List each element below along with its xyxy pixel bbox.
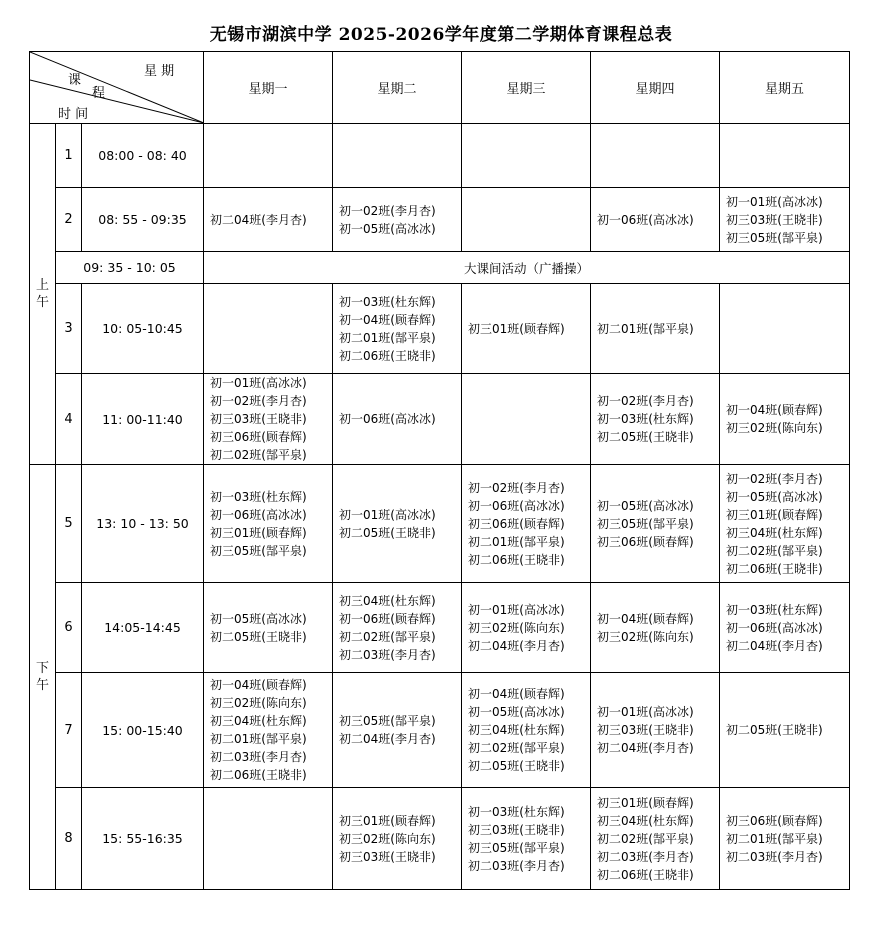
period-index: 2 <box>56 188 82 252</box>
class-cell-wed <box>462 583 591 673</box>
class-cell-wed <box>462 284 591 374</box>
class-cell-tue <box>333 465 462 583</box>
period-row <box>30 374 850 465</box>
class-cell-mon <box>204 465 333 583</box>
class-entry: 初一01班(高冰冰) <box>597 705 694 719</box>
day-header-wed: 星期三 <box>462 52 591 124</box>
class-cell-thu <box>591 374 720 465</box>
schedule-table <box>29 51 850 890</box>
class-entry: 初三02班(陈向东) <box>210 696 307 710</box>
class-cell-wed <box>462 188 591 252</box>
period-index: 3 <box>56 284 82 374</box>
class-cell-fri <box>720 465 850 583</box>
period-time: 13: 10 - 13: 50 <box>82 465 204 583</box>
class-entry: 初二01班(郜平泉) <box>597 321 694 336</box>
period-row <box>30 583 850 673</box>
class-cell-fri <box>720 124 850 188</box>
day-header-tue: 星期二 <box>333 52 462 124</box>
class-cell-thu <box>591 583 720 673</box>
break-time: 09: 35 - 10: 05 <box>56 252 204 284</box>
class-entry: 初三05班(郜平泉) <box>726 230 823 245</box>
class-cell-fri <box>720 374 850 465</box>
class-entry: 初一06班(高冰冰) <box>210 507 307 522</box>
class-cell-fri <box>720 673 850 788</box>
class-cell-tue <box>333 673 462 788</box>
period-index: 1 <box>56 124 82 188</box>
class-entry: 初三05班(郜平泉) <box>339 714 436 728</box>
class-entry: 初一05班(高冰冰) <box>726 489 823 504</box>
class-cell-thu <box>591 465 720 583</box>
class-entry: 初一05班(高冰冰) <box>339 221 436 236</box>
corner-course-label-b: 程 <box>92 86 106 101</box>
class-entry: 初二01班(郜平泉) <box>468 534 565 549</box>
period-row <box>30 788 850 890</box>
class-entry: 初三03班(王晓非) <box>339 849 436 864</box>
class-cell-thu <box>591 284 720 374</box>
class-cell-fri <box>720 788 850 890</box>
class-cell-mon <box>204 124 333 188</box>
class-entry: 初二02班(郜平泉) <box>210 448 307 462</box>
class-cell-fri <box>720 284 850 374</box>
class-cell-wed <box>462 124 591 188</box>
class-cell-mon <box>204 188 333 252</box>
class-entry: 初二04班(李月杏) <box>468 638 565 653</box>
class-cell-thu <box>591 788 720 890</box>
class-entry: 初三01班(顾春辉) <box>597 795 694 810</box>
class-entry: 初一06班(高冰冰) <box>726 620 823 635</box>
class-entry: 初二05班(王晓非) <box>468 759 565 773</box>
class-entry: 初一05班(高冰冰) <box>468 705 565 719</box>
class-entry: 初一01班(高冰冰) <box>726 194 823 209</box>
class-entry: 初一01班(高冰冰) <box>210 376 307 390</box>
class-cell-tue <box>333 124 462 188</box>
class-entry: 初一02班(李月杏) <box>468 480 565 495</box>
class-cell-mon <box>204 583 333 673</box>
period-time: 15: 55-16:35 <box>82 788 204 890</box>
class-entry: 初三01班(顾春辉) <box>726 507 823 522</box>
class-entry: 初一06班(高冰冰) <box>339 412 436 426</box>
period-row <box>30 673 850 788</box>
class-entry: 初三04班(杜东辉) <box>726 525 823 540</box>
class-entry: 初三05班(郜平泉) <box>468 840 565 855</box>
corner-week-label: 星 期 <box>144 64 175 79</box>
class-entry: 初一04班(顾春辉) <box>210 678 307 692</box>
class-cell-tue <box>333 583 462 673</box>
class-entry: 初一02班(李月杏) <box>597 394 694 408</box>
class-entry: 初一02班(李月杏) <box>726 471 823 486</box>
class-entry: 初一06班(高冰冰) <box>468 498 565 513</box>
class-entry: 初二05班(王晓非) <box>339 525 436 540</box>
class-entry: 初三04班(杜东辉) <box>210 714 307 728</box>
class-entry: 初二03班(李月杏) <box>339 647 436 662</box>
class-entry: 初一03班(杜东辉) <box>339 294 436 309</box>
break-activity: 大课间活动（广播操） <box>204 252 850 284</box>
class-entry: 初二03班(李月杏) <box>726 849 823 864</box>
class-entry: 初一01班(高冰冰) <box>339 507 436 522</box>
class-entry: 初一03班(杜东辉) <box>726 602 823 617</box>
day-header-thu: 星期四 <box>591 52 720 124</box>
class-entry: 初一05班(高冰冰) <box>597 498 694 513</box>
class-entry: 初二06班(王晓非) <box>210 768 307 782</box>
class-cell-tue <box>333 284 462 374</box>
class-entry: 初三01班(顾春辉) <box>468 321 565 336</box>
class-entry: 初三03班(王晓非) <box>210 412 307 426</box>
class-cell-thu <box>591 124 720 188</box>
class-entry: 初三04班(杜东辉) <box>339 593 436 608</box>
class-cell-wed <box>462 374 591 465</box>
break-row <box>30 252 850 284</box>
class-entry: 初三04班(杜东辉) <box>468 723 565 737</box>
class-cell-mon <box>204 374 333 465</box>
class-entry: 初三06班(顾春辉) <box>468 516 565 531</box>
period-index: 6 <box>56 583 82 673</box>
afternoon-label-text: 下午 <box>35 661 49 693</box>
class-entry: 初一05班(高冰冰) <box>210 611 307 626</box>
class-cell-thu <box>591 673 720 788</box>
class-entry: 初三03班(王晓非) <box>726 212 823 227</box>
class-entry: 初一06班(顾春辉) <box>339 611 436 626</box>
class-entry: 初三02班(陈向东) <box>726 421 823 435</box>
class-cell-wed <box>462 788 591 890</box>
class-cell-fri <box>720 583 850 673</box>
class-entry: 初一02班(李月杏) <box>339 203 436 218</box>
class-entry: 初一03班(杜东辉) <box>210 489 307 504</box>
class-entry: 初二01班(郜平泉) <box>339 330 436 345</box>
class-entry: 初三04班(杜东辉) <box>597 813 694 828</box>
morning-label-text: 上午 <box>35 278 49 310</box>
class-entry: 初二06班(王晓非) <box>597 867 694 882</box>
class-entry: 初三05班(郜平泉) <box>210 543 307 558</box>
class-entry: 初三06班(顾春辉) <box>726 813 823 828</box>
period-time: 08: 55 - 09:35 <box>82 188 204 252</box>
afternoon-label <box>30 465 56 890</box>
class-entry: 初二05班(王晓非) <box>210 629 307 644</box>
period-index: 7 <box>56 673 82 788</box>
class-entry: 初一04班(顾春辉) <box>468 687 565 701</box>
class-entry: 初一04班(顾春辉) <box>726 403 823 417</box>
class-entry: 初三02班(陈向东) <box>468 620 565 635</box>
class-entry: 初二04班(李月杏) <box>726 638 823 653</box>
class-entry: 初三01班(顾春辉) <box>210 525 307 540</box>
period-time: 11: 00-11:40 <box>82 374 204 465</box>
period-time: 14:05-14:45 <box>82 583 204 673</box>
class-entry: 初三06班(顾春辉) <box>597 534 694 549</box>
class-cell-fri <box>720 188 850 252</box>
class-entry: 初二03班(李月杏) <box>597 849 694 864</box>
class-entry: 初三02班(陈向东) <box>597 629 694 644</box>
class-entry: 初一01班(高冰冰) <box>468 602 565 617</box>
class-cell-tue <box>333 188 462 252</box>
class-entry: 初一04班(顾春辉) <box>597 611 694 626</box>
period-index: 5 <box>56 465 82 583</box>
morning-label <box>30 124 56 465</box>
class-entry: 初三06班(顾春辉) <box>210 430 307 444</box>
period-row <box>30 124 850 188</box>
class-entry: 初一04班(顾春辉) <box>339 312 436 327</box>
corner-diagonal-lines <box>30 52 204 124</box>
class-entry: 初二02班(郜平泉) <box>339 629 436 644</box>
class-entry: 初一06班(高冰冰) <box>597 212 694 227</box>
class-entry: 初二03班(李月杏) <box>468 858 565 873</box>
class-entry: 初三03班(王晓非) <box>468 822 565 837</box>
class-cell-mon <box>204 673 333 788</box>
class-entry: 初二06班(王晓非) <box>339 348 436 363</box>
day-header-mon: 星期一 <box>204 52 333 124</box>
class-entry: 初一03班(杜东辉) <box>597 412 694 426</box>
class-cell-thu <box>591 188 720 252</box>
class-entry: 初二02班(郜平泉) <box>597 831 694 846</box>
class-entry: 初三02班(陈向东) <box>339 831 436 846</box>
class-entry: 初一02班(李月杏) <box>210 394 307 408</box>
corner-time-label: 时 间 <box>58 107 89 122</box>
class-entry: 初二05班(王晓非) <box>726 723 823 737</box>
class-entry: 初二05班(王晓非) <box>597 430 694 444</box>
class-cell-mon <box>204 788 333 890</box>
class-entry: 初三05班(郜平泉) <box>597 516 694 531</box>
class-entry: 初三03班(王晓非) <box>597 723 694 737</box>
class-cell-mon <box>204 284 333 374</box>
header-row <box>30 52 850 124</box>
class-entry: 初二03班(李月杏) <box>210 750 307 764</box>
class-entry: 初二01班(郜平泉) <box>726 831 823 846</box>
class-entry: 初二02班(郜平泉) <box>726 543 823 558</box>
class-entry: 初二04班(李月杏) <box>339 732 436 746</box>
period-row <box>30 188 850 252</box>
period-index: 4 <box>56 374 82 465</box>
class-cell-tue <box>333 374 462 465</box>
class-entry: 初二01班(郜平泉) <box>210 732 307 746</box>
class-cell-tue <box>333 788 462 890</box>
class-entry: 初二02班(郜平泉) <box>468 741 565 755</box>
class-entry: 初二04班(李月杏) <box>597 741 694 755</box>
class-entry: 初二06班(王晓非) <box>726 561 823 576</box>
period-row <box>30 465 850 583</box>
period-row <box>30 284 850 374</box>
class-entry: 初二04班(李月杏) <box>210 212 307 227</box>
class-entry: 初二06班(王晓非) <box>468 552 565 567</box>
period-time: 15: 00-15:40 <box>82 673 204 788</box>
period-time: 08:00 - 08: 40 <box>82 124 204 188</box>
period-index: 8 <box>56 788 82 890</box>
class-cell-wed <box>462 673 591 788</box>
period-time: 10: 05-10:45 <box>82 284 204 374</box>
class-entry: 初三01班(顾春辉) <box>339 813 436 828</box>
class-cell-wed <box>462 465 591 583</box>
class-entry: 初一03班(杜东辉) <box>468 804 565 819</box>
corner-cell <box>30 52 204 124</box>
page-title: 无锡市湖滨中学 2025-2026学年度第二学期体育课程总表 <box>209 25 673 45</box>
corner-course-label-a: 课 <box>68 73 82 88</box>
day-header-fri: 星期五 <box>720 52 850 124</box>
